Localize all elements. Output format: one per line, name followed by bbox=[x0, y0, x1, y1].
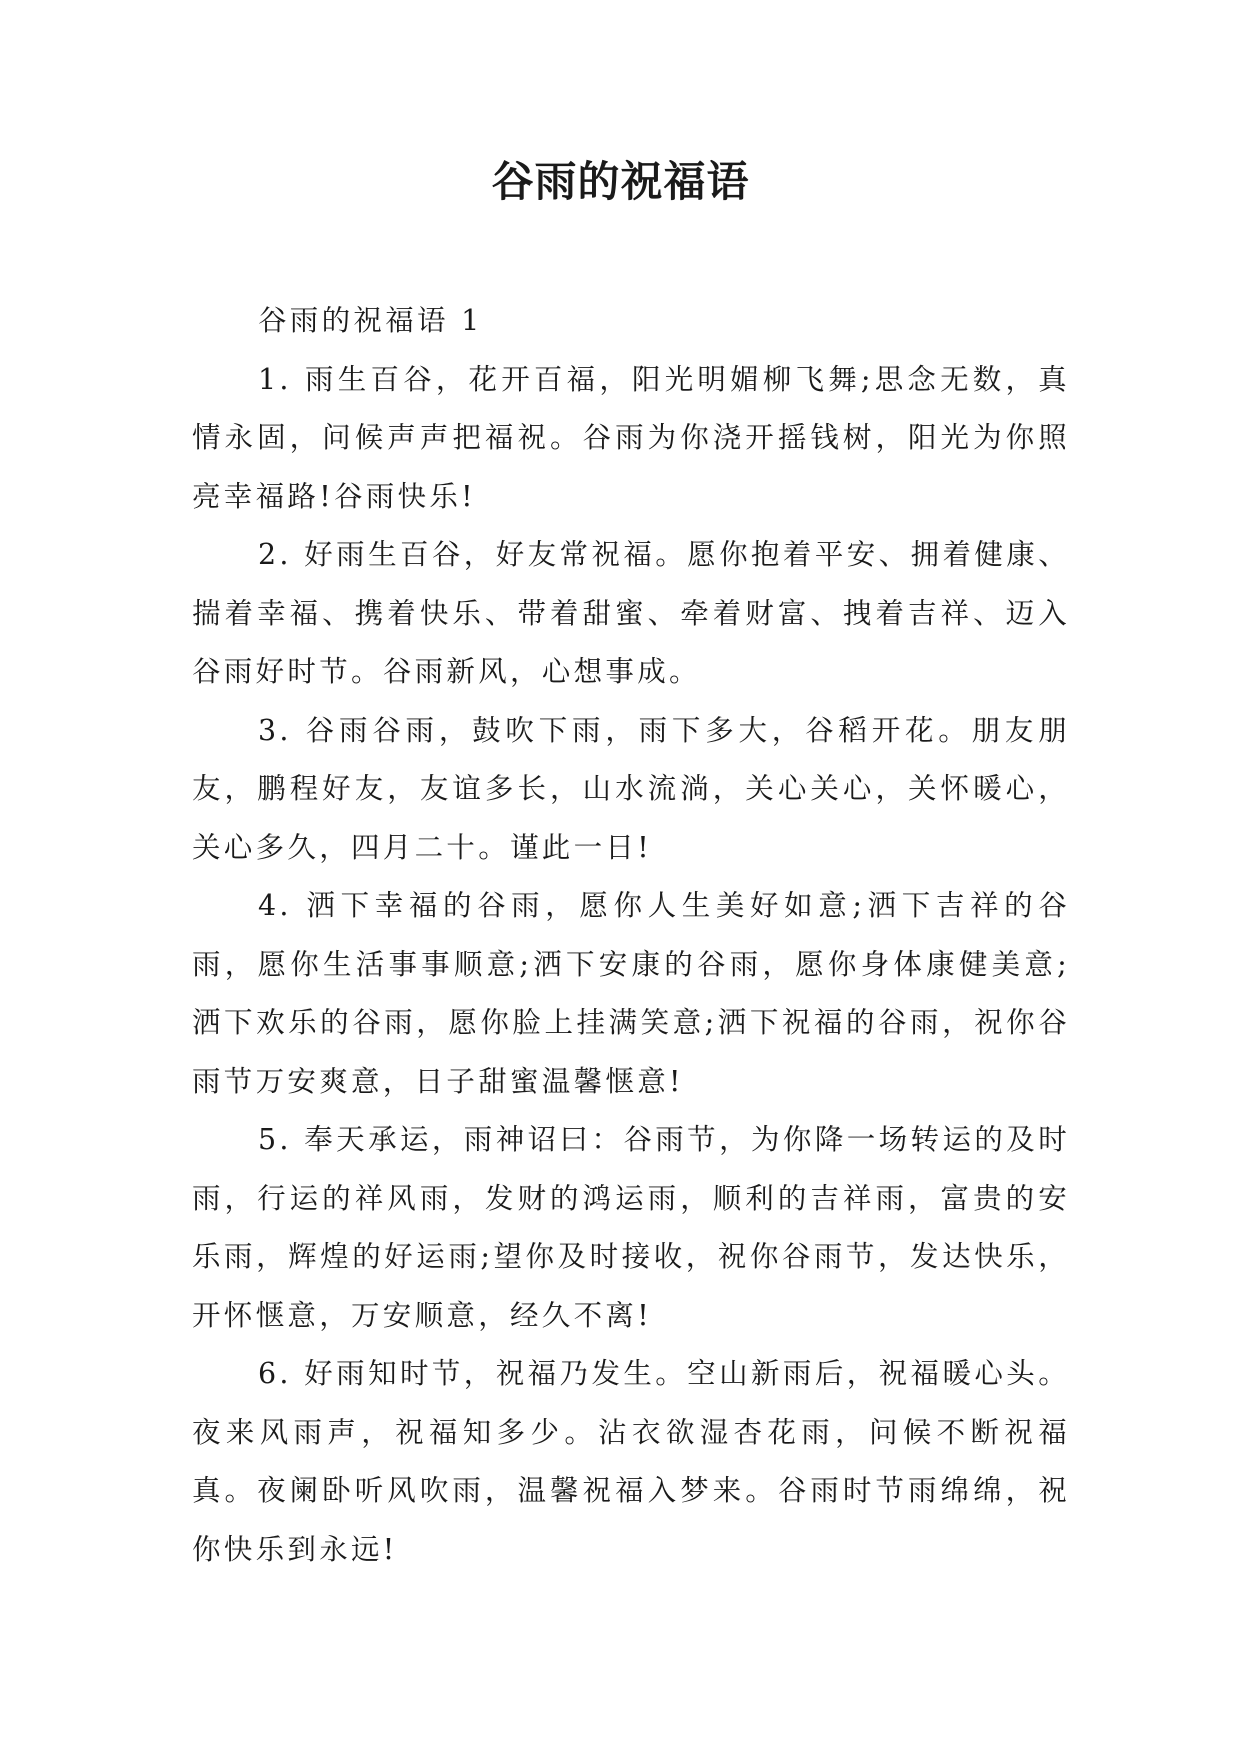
document-title: 谷雨的祝福语 bbox=[491, 157, 750, 206]
document-body bbox=[192, 292, 1070, 1579]
paragraph-4: 4. 洒下幸福的谷雨，愿你人生美好如意;洒下吉祥的谷雨，愿你生活事事顺意;洒下安康的谷雨，愿你身体康健美意;洒下欢乐的谷雨，愿你脸上挂满笑意;洒下祝福的谷雨，祝你谷雨节万安爽意，日子甜蜜温馨惬意! bbox=[192, 889, 1070, 1098]
section-heading: 谷雨的祝福语 1 bbox=[258, 304, 483, 337]
paragraph-3: 3. 谷雨谷雨，鼓吹下雨，雨下多大，谷稻开花。朋友朋友，鹏程好友，友谊多长，山水流淌，关心关心，关怀暖心，关心多久，四月二十。谨此一日! bbox=[192, 713, 1070, 864]
paragraph-6: 6. 好雨知时节，祝福乃发生。空山新雨后，祝福暖心头。夜来风雨声，祝福知多少。沾衣欲湿杏花雨，问候不断祝福真。夜阑卧听风吹雨，温馨祝福入梦来。谷雨时节雨绵绵，祝你快乐到永远! bbox=[192, 1357, 1070, 1566]
paragraph-1: 1. 雨生百谷，花开百福，阳光明媚柳飞舞;思念无数，真情永固，问候声声把福祝。谷雨为你浇开摇钱树，阳光为你照亮幸福路!谷雨快乐! bbox=[192, 362, 1070, 513]
paragraph-2: 2. 好雨生百谷，好友常祝福。愿你抱着平安、拥着健康、揣着幸福、携着快乐、带着甜蜜、牵着财富、拽着吉祥、迈入谷雨好时节。谷雨新风，心想事成。 bbox=[192, 538, 1070, 688]
paragraph-5: 5. 奉天承运，雨神诏曰：谷雨节，为你降一场转运的及时雨，行运的祥风雨，发财的鸿运雨，顺利的吉祥雨，富贵的安乐雨，辉煌的好运雨;望你及时接收，祝你谷雨节，发达快乐，开怀惬意，万安顺意，经久不离! bbox=[192, 1123, 1070, 1332]
